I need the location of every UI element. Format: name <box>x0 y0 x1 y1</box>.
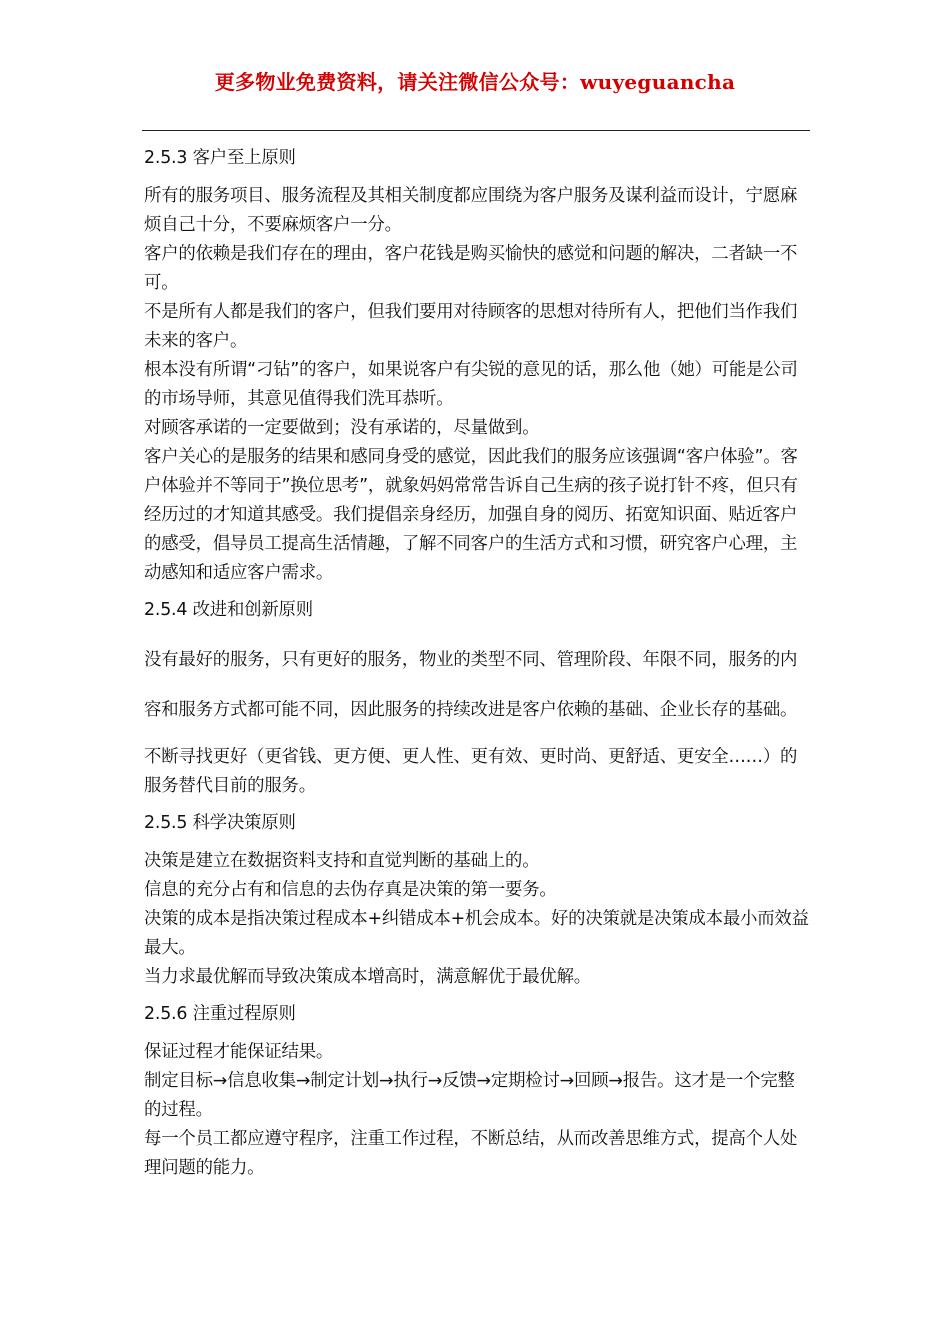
section-heading-2-5-5: 2.5.5 科学决策原则 <box>144 813 296 833</box>
paragraph: 客户关心的是服务的结果和感同身受的感觉，因此我们的服务应该强调“客户体验”。客户体验并不等同于”换位思考”，就象妈妈常常告诉自己生病的孩子说打针不疼，但只有经历过的才知道其感受。我们提倡亲身经历，加强自身的阅历、拓宽知识面、贴近客户的感受，倡导员工提高生活情趣，了解不同客户的生活方式和习惯，研究客户心理，主动感知和适应客户需求。 <box>144 447 798 583</box>
paragraph: 没有最好的服务，只有更好的服务，物业的类型不同、管理阶段、年限不同，服务的内容和服务方式都可能不同，因此服务的持续改进是客户依赖的基础、企业长存的基础。 <box>144 650 798 720</box>
paragraph: 当力求最优解而导致决策成本增高时，满意解优于最优解。 <box>144 967 591 987</box>
promo-banner: 更多物业免费资料，请关注微信公众号：wuyeguancha <box>214 70 736 94</box>
paragraph: 根本没有所谓“刁钻”的客户，如果说客户有尖锐的意见的话，那么他（她）可能是公司的市场导师，其意见值得我们洗耳恭听。 <box>144 360 798 409</box>
section-heading-2-5-6: 2.5.6 注重过程原则 <box>144 1004 296 1024</box>
document-body <box>144 144 810 1183</box>
paragraph: 决策是建立在数据资料支持和直觉判断的基础上的。 <box>144 851 540 871</box>
paragraph: 不断寻找更好（更省钱、更方便、更人性、更有效、更时尚、更舒适、更安全……）的服务替代目前的服务。 <box>144 747 798 796</box>
section-heading-2-5-3: 2.5.3 客户至上原则 <box>144 148 296 168</box>
paragraph: 不是所有人都是我们的客户，但我们要用对待顾客的思想对待所有人，把他们当作我们未来的客户。 <box>144 302 798 351</box>
paragraph: 保证过程才能保证结果。 <box>144 1042 334 1062</box>
paragraph: 信息的充分占有和信息的去伪存真是决策的第一要务。 <box>144 880 557 900</box>
paragraph: 决策的成本是指决策过程成本+纠错成本+机会成本。好的决策就是决策成本最小而效益最大。 <box>144 909 809 958</box>
paragraph: 制定目标→信息收集→制定计划→执行→反馈→定期检讨→回顾→报告。这才是一个完整的过程。 <box>144 1071 795 1120</box>
header-divider <box>142 130 810 131</box>
paragraph: 所有的服务项目、服务流程及其相关制度都应围绕为客户服务及谋利益而设计，宁愿麻烦自己十分，不要麻烦客户一分。 <box>144 186 798 235</box>
paragraph: 对顾客承诺的一定要做到；没有承诺的，尽量做到。 <box>144 418 540 438</box>
section-heading-2-5-4: 2.5.4 改进和创新原则 <box>144 600 313 620</box>
paragraph: 每一个员工都应遵守程序，注重工作过程，不断总结，从而改善思维方式，提高个人处理问题的能力。 <box>144 1129 798 1178</box>
paragraph: 客户的依赖是我们存在的理由，客户花钱是购买愉快的感觉和问题的解决，二者缺一不可。 <box>144 244 798 293</box>
